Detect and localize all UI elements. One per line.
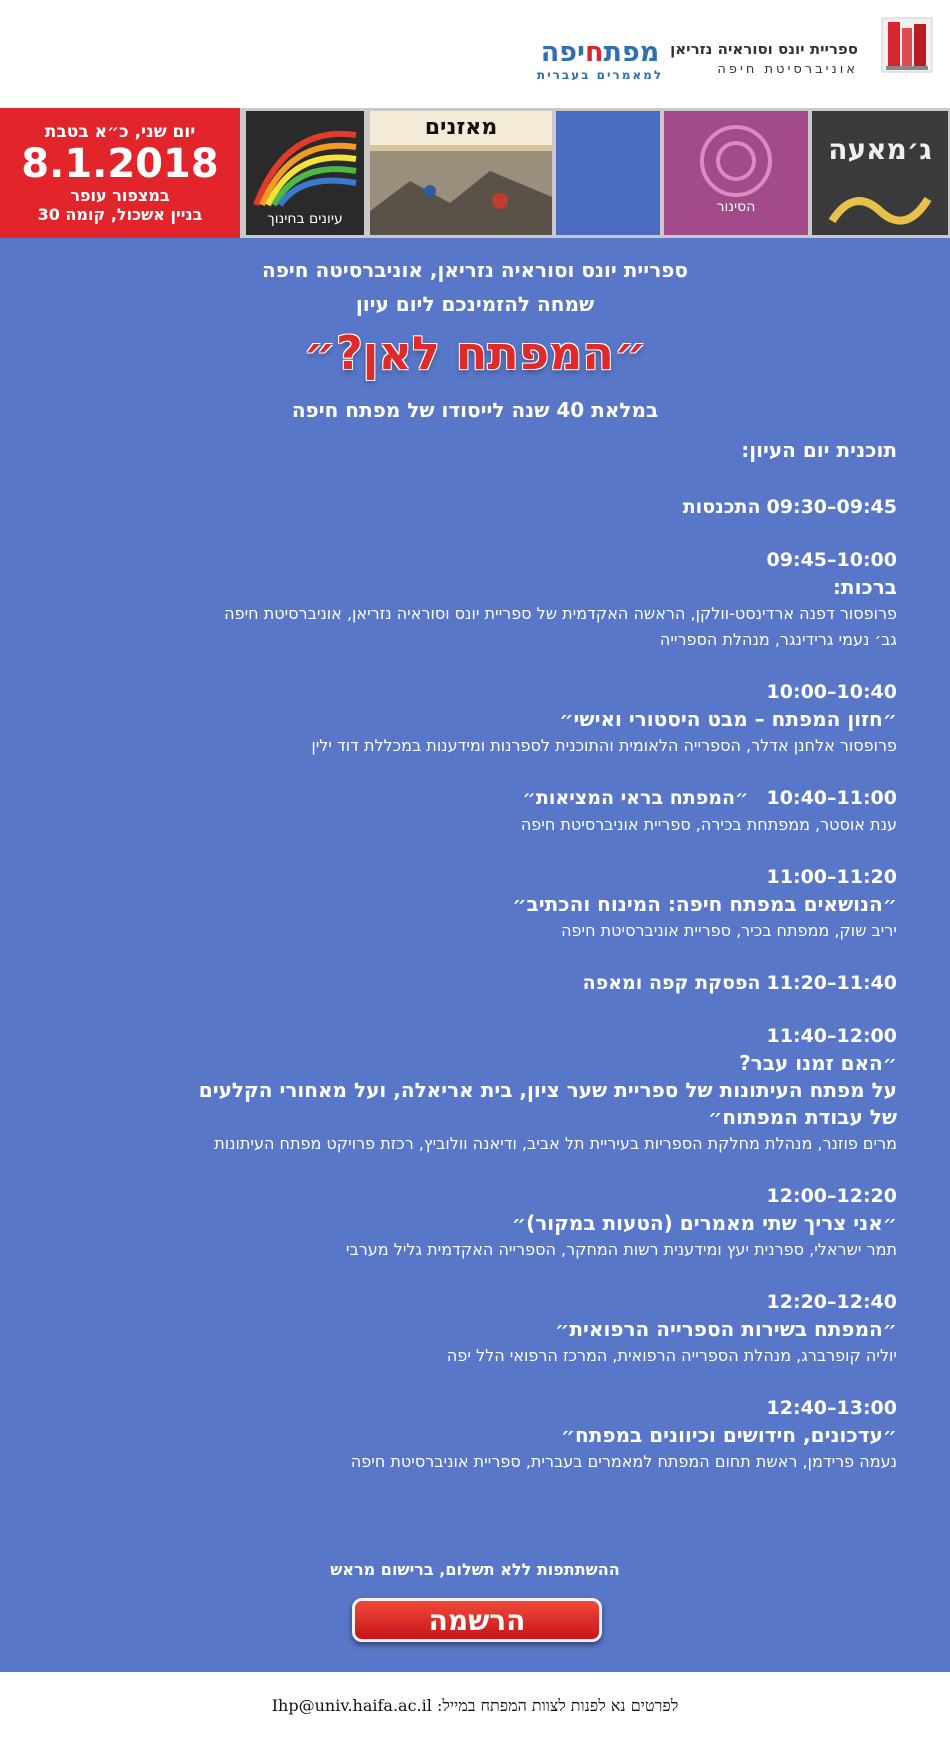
register-button[interactable]: הרשמה xyxy=(352,1598,602,1642)
slot-time: 11:00–11:20 xyxy=(766,866,897,888)
slot-time: 11:40–12:00 xyxy=(766,1025,897,1047)
talk-title-line: ״המפתח בשירות הספרייה הרפואית״ xyxy=(555,1317,897,1341)
slot-time-row xyxy=(57,1289,897,1316)
cover-moznaim: מאזנים xyxy=(370,111,552,235)
footer-contact xyxy=(0,1696,950,1716)
slot-inline-title: התכנסות xyxy=(682,496,761,518)
program-slot xyxy=(57,679,897,759)
mafteach-haifa-logo xyxy=(530,38,670,82)
program xyxy=(57,438,897,1501)
journal-covers-banner xyxy=(0,108,950,238)
talk-title-line: ״הנושאים במפתח חיפה: המינוח והכתיב״ xyxy=(512,892,897,916)
cover-blue xyxy=(556,111,660,235)
speaker-line: מרים פוזנר, מנהלת מחלקת הספריות בעיריית תל אביב, ודיאנה וולוביץ, רכזת פרויקט מפתח העיתונות xyxy=(214,1134,897,1153)
free-participation-note: ההשתתפות ללא תשלום, ברישום מראש xyxy=(330,1560,620,1579)
cover-gimaa: ג׳מאעה xyxy=(812,111,948,235)
slot-time: 11:20–11:40 xyxy=(766,972,897,994)
speaker-line: פרופסור דפנה ארדינסט-וולקן, הראשה האקדמית של ספריית יונס וסוראיה נזריאן, אוניברסיטת חיפה xyxy=(224,604,897,623)
slot-time-row xyxy=(57,1395,897,1422)
event-title: ״המפתח לאן?״ xyxy=(303,326,647,380)
event-building: בניין אשכול, קומה 30 xyxy=(37,205,203,224)
slot-time: 10:40–11:00 xyxy=(766,787,897,809)
main-content xyxy=(0,238,950,1672)
talk-title-line: ״האם זמנו עבר? xyxy=(739,1051,897,1075)
contact-email-link[interactable]: Ihp@univ.haifa.ac.il xyxy=(271,1696,432,1715)
library-logo-icon xyxy=(878,14,936,76)
program-slots xyxy=(57,494,897,1475)
slot-time: 12:20–12:40 xyxy=(766,1291,897,1313)
slot-time-row xyxy=(57,1183,897,1210)
program-slot xyxy=(57,494,897,521)
slot-time: 12:40–13:00 xyxy=(766,1397,897,1419)
slot-time-row xyxy=(57,970,897,997)
program-slot xyxy=(57,1395,897,1475)
slot-time-row xyxy=(57,547,897,574)
footer-text: לפרטים נא לפנות לצוות המפתח במייל: xyxy=(436,1696,679,1715)
slot-time-row xyxy=(57,679,897,706)
library-name xyxy=(670,40,858,77)
library-name-text: ספריית יונס וסוראיה נזריאן xyxy=(670,40,858,58)
slot-time: 12:00–12:20 xyxy=(766,1185,897,1207)
talk-title-line: ״חזון המפתח – מבט היסטורי ואישי״ xyxy=(559,707,897,731)
logo-part-3: יפה xyxy=(540,37,585,68)
program-heading: תוכנית יום העיון: xyxy=(741,438,897,462)
speaker-line: גב׳ נעמי גרידינגר, מנהלת הספרייה xyxy=(659,630,897,649)
slot-time: 10:00–10:40 xyxy=(766,681,897,703)
event-day: יום שני, כ״א בטבת xyxy=(44,122,196,142)
header xyxy=(0,0,950,108)
slot-time: 09:45–10:00 xyxy=(766,549,897,571)
program-slot xyxy=(57,785,897,838)
program-slot xyxy=(57,864,897,944)
event-venue: במצפור עופר xyxy=(70,186,170,205)
speaker-line: יוליה קופרברג, מנהלת הספרייה הרפואית, המרכז הרפואי הלל יפה xyxy=(446,1346,897,1365)
cover-hasinor: הסינור xyxy=(664,111,808,235)
cover-iyunim: עיונים בחינוך xyxy=(246,111,364,235)
speaker-line: נעמה פרידמן, ראשת תחום המפתח למאמרים בעברית, ספריית אוניברסיטת חיפה xyxy=(350,1452,897,1471)
slot-time-row xyxy=(57,864,897,891)
logo-part-1: מפת xyxy=(603,37,660,68)
slot-time-row xyxy=(57,785,897,812)
event-date-box xyxy=(0,108,240,238)
slot-inline-title: ״המפתח בראי המציאות״ xyxy=(522,787,749,809)
speaker-line: יריב שוק, ממפתח בכיר, ספריית אוניברסיטת חיפה xyxy=(561,921,897,940)
slot-time: 09:30–09:45 xyxy=(766,496,897,518)
logo-part-2: ח xyxy=(584,37,604,68)
program-slot xyxy=(57,970,897,997)
program-slot xyxy=(57,1023,897,1157)
talk-title-line: על מפתח העיתונות של ספריית שער ציון, בית אריאלה, ועל מאחורי הקלעים xyxy=(198,1078,897,1102)
event-subtitle: במלאת 40 שנה לייסודו של מפתח חיפה xyxy=(291,398,659,422)
intro-line-1: ספריית יונס וסוראיה נזריאן, אוניברסיטה חיפה xyxy=(262,258,688,282)
intro-line-2: שמחה להזמינכם ליום עיון xyxy=(355,292,595,316)
program-slot xyxy=(57,1289,897,1369)
slot-inline-title: הפסקת קפה ומאפה xyxy=(582,972,761,994)
speaker-line: ענת אוסטר, ממפתחת בכירה, ספריית אוניברסיטת חיפה xyxy=(520,815,897,834)
talk-title-line: ״אני צריך שתי מאמרים (הטעות במקור)״ xyxy=(511,1211,897,1235)
slot-time-row xyxy=(57,1023,897,1050)
footer xyxy=(0,1672,950,1741)
talk-title-line: ברכות: xyxy=(832,575,897,599)
program-slot xyxy=(57,547,897,653)
logo-tagline: למאמרים בעברית xyxy=(536,68,664,82)
speaker-line: תמר ישראלי, ספרנית יעץ ומידענית רשות המחקר, הספרייה האקדמית גליל מערבי xyxy=(345,1240,897,1259)
program-slot xyxy=(57,1183,897,1263)
slot-time-row xyxy=(57,494,897,521)
speaker-line: פרופסור אלחנן אדלר, הספרייה הלאומית והתוכנית לספרנות ומידענות במכללת דוד ילין xyxy=(311,736,897,755)
university-name: אוניברסיטת חיפה xyxy=(717,62,858,77)
talk-title-line: ״עדכונים, חידושים וכיוונים במפתח״ xyxy=(560,1423,897,1447)
event-date: 8.1.2018 xyxy=(21,141,219,187)
talk-title-line: של עבודת המפתוח״ xyxy=(708,1105,897,1129)
